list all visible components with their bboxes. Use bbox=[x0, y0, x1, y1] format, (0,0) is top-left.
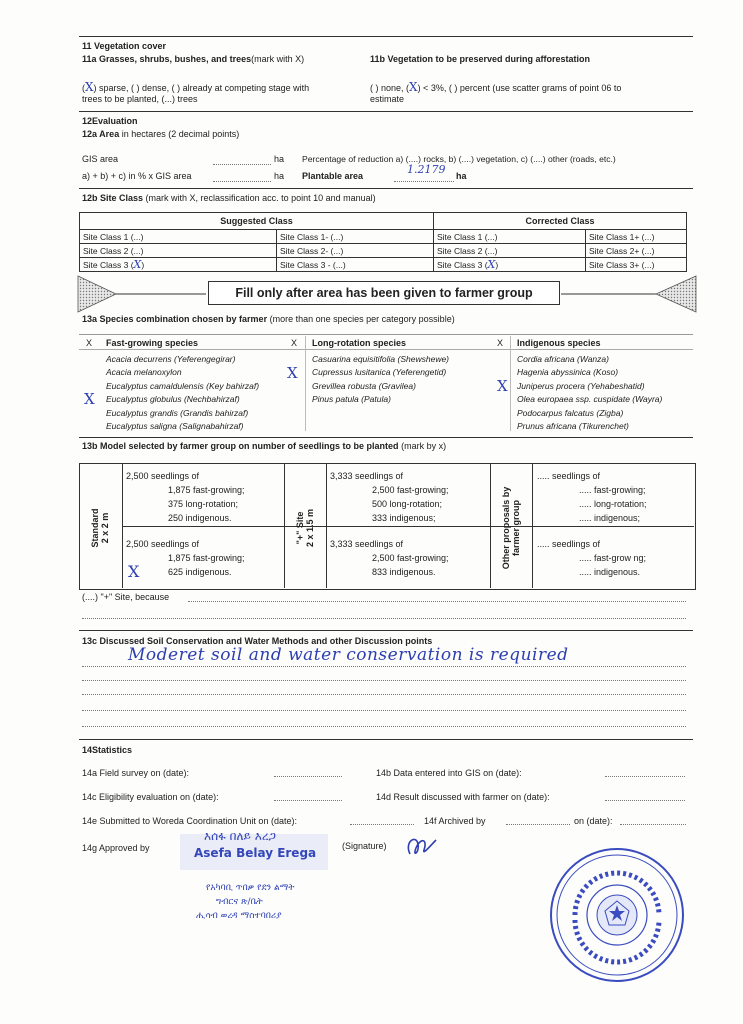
s11b-title: 11b Vegetation to be preserved during afforestation bbox=[370, 54, 591, 64]
gis-area-label: GIS area bbox=[82, 154, 119, 164]
fast-x-header: X bbox=[86, 338, 93, 348]
s14-title: 14Statistics bbox=[82, 745, 133, 755]
list-item: Eucalyptus globulus (Nechbahirzaf) bbox=[106, 394, 240, 405]
svg-text:ሒሳብ ወረዳ ማስተባበሪያ: ሒሳብ ወረዳ ማስተባበሪያ bbox=[196, 911, 282, 921]
model-plus-a: 3,333 seedlings of 2,500 fast-growing; 500 long-rotation; 333 indigenous; bbox=[330, 471, 449, 523]
list-item: Pinus patula (Patula) bbox=[312, 394, 391, 405]
table-row: Site Class 2 (...) Site Class 2- (...) Site Class 2 (...) Site Class 2+ (...) bbox=[80, 244, 687, 258]
list-item: Eucalyptus grandis (Grandis bahirzaf) bbox=[106, 407, 249, 418]
gis-entry-date: 14b Data entered into GIS on (date): bbox=[376, 768, 522, 778]
model-standard-b: 2,500 seedlings of 1,875 fast-growing; 625 indigenous. bbox=[126, 539, 245, 577]
s11a-line1: (X) sparse, ( ) dense, ( ) already at competing stage with bbox=[82, 80, 310, 94]
list-item: Cupressus lusitanica (Yeferengetid) bbox=[312, 367, 447, 378]
ind-title: Indigenous species bbox=[517, 338, 601, 348]
s12a-title: 12a Area in hectares (2 decimal points) bbox=[82, 129, 240, 139]
corrected-class-header: Corrected Class bbox=[434, 213, 687, 230]
signature-image bbox=[402, 832, 438, 862]
s11b-line2: estimate bbox=[370, 94, 405, 104]
list-item: Eucalyptus saligna (Salignabahirzaf) bbox=[106, 421, 244, 432]
discussion-handwriting: Moderet soil and water conservation is required bbox=[128, 645, 569, 665]
suggested-class-header: Suggested Class bbox=[80, 213, 434, 230]
amharic-stamp-lines bbox=[194, 880, 344, 930]
list-item: Juniperus procera (Yehabeshatid) bbox=[517, 380, 645, 391]
list-item: Olea europaea ssp. cuspidate (Wayra) bbox=[517, 394, 663, 405]
plus-site-because: (....) "+" Site, because bbox=[82, 592, 170, 602]
list-item: Acacia decurrens (Yeferengegirar) bbox=[106, 354, 236, 364]
list-item: Cordia africana (Wanza) bbox=[517, 354, 609, 364]
approved-by: 14g Approved by bbox=[82, 843, 150, 853]
plantable-unit: ha bbox=[456, 171, 467, 181]
long-title: Long-rotation species bbox=[312, 338, 407, 348]
s13c-title: 13c Discussed Soil Conservation and Water Methods and other Discussion points bbox=[82, 636, 433, 646]
site-class-table bbox=[79, 212, 687, 272]
ind-x-header: X bbox=[497, 338, 504, 348]
s11a-title: 11a Grasses, shrubs, bushes, and trees(mark with X) bbox=[82, 54, 305, 64]
result-discussed-date: 14d Result discussed with farmer on (date): bbox=[376, 792, 550, 802]
model-other-b: ..... seedlings of ..... fast-grow ng; ..... indigenous. bbox=[537, 539, 647, 577]
s13a-title: 13a Species combination chosen by farmer (more than one species per category possible) bbox=[82, 314, 455, 324]
fast-title: Fast-growing species bbox=[106, 338, 199, 348]
s12b-title: 12b Site Class (mark with X, reclassification acc. to point 10 and manual) bbox=[82, 193, 376, 203]
s11a-line2: trees to be planted, (...) trees bbox=[82, 94, 198, 104]
abc-unit: ha bbox=[274, 171, 285, 181]
list-item: Hagenia abyssinica (Koso) bbox=[517, 367, 619, 378]
archived-by: 14f Archived by bbox=[424, 816, 486, 826]
gis-area-unit: ha bbox=[274, 154, 285, 164]
list-item: Grevillea robusta (Gravilea) bbox=[312, 380, 416, 391]
s12-title: 12Evaluation bbox=[82, 116, 138, 126]
official-seal-icon bbox=[545, 845, 690, 985]
archived-date: on (date): bbox=[574, 816, 613, 826]
plantable-value: 1.2179 bbox=[407, 163, 446, 176]
field-survey-date: 14a Field survey on (date): bbox=[82, 768, 190, 778]
signature-label: (Signature) bbox=[342, 841, 387, 851]
standard-label: Standard 2 x 2 m bbox=[90, 508, 110, 548]
svg-text:ግብርና ጽ/ቤት: ግብርና ጽ/ቤት bbox=[216, 897, 263, 907]
plus-site-label: "+" Site 2 x 1.5 m bbox=[295, 508, 315, 548]
ind-species-list bbox=[517, 353, 662, 433]
stamp-name: Asefa Belay Erega bbox=[194, 846, 317, 860]
plantable-label: Plantable area bbox=[302, 171, 364, 181]
list-item: Podocarpus falcatus (Zigba) bbox=[517, 407, 624, 418]
submitted-date: 14e Submitted to Woreda Coordination Unit on (date): bbox=[82, 816, 297, 826]
table-row: Site Class 3 (X) Site Class 3 - (...) Site Class 3 (X) Site Class 3+ (...) bbox=[80, 258, 687, 272]
s11-title: 11 Vegetation cover bbox=[82, 41, 167, 51]
stamp-amharic-line: እሰፋ በለይ እረጋ bbox=[204, 829, 276, 843]
banner-text: Fill only after area has been given to farmer group bbox=[208, 281, 560, 305]
list-item: Acacia melanoxylon bbox=[106, 367, 182, 378]
eligibility-date: 14c Eligibility evaluation on (date): bbox=[82, 792, 219, 802]
long-species-list bbox=[312, 353, 449, 407]
long-x-header: X bbox=[291, 338, 298, 348]
table-row: Site Class 1 (...) Site Class 1- (...) Site Class 1 (...) Site Class 1+ (...) bbox=[80, 230, 687, 244]
fast-species-list bbox=[106, 353, 259, 433]
svg-text:የአካባቢ ጥበቃ የደን ልማት: የአካባቢ ጥበቃ የደን ልማት bbox=[206, 883, 295, 893]
list-item: Eucalyptus camaldulensis (Key bahirzaf) bbox=[106, 380, 260, 391]
model-standard-a: 2,500 seedlings of 1,875 fast-growing; 375 long-rotation; 250 indigenous. bbox=[126, 471, 245, 523]
other-proposals-label: Other proposals by farmer group bbox=[501, 486, 521, 570]
model-plus-b: 3,333 seedlings of 2,500 fast-growing; 833 indigenous. bbox=[330, 539, 449, 577]
s13b-title: 13b Model selected by farmer group on number of seedlings to be planted (mark by x) bbox=[82, 441, 447, 451]
reduction-text: Percentage of reduction a) (....) rocks, b) (....) vegetation, c) (....) other (roads, etc.) bbox=[302, 154, 616, 164]
s11b-line1: ( ) none, (X) < 3%, ( ) percent (use scatter grams of point 06 to bbox=[370, 80, 622, 94]
list-item: Casuarina equisitifolia (Shewshewe) bbox=[312, 354, 450, 364]
list-item: Prunus africana (Tikurenchet) bbox=[517, 421, 629, 432]
abc-label: a) + b) + c) in % x GIS area bbox=[82, 171, 192, 181]
model-other-a: ..... seedlings of ..... fast-growing; ..... long-rotation; ..... indigenous; bbox=[537, 471, 647, 523]
name-stamp bbox=[176, 826, 336, 878]
